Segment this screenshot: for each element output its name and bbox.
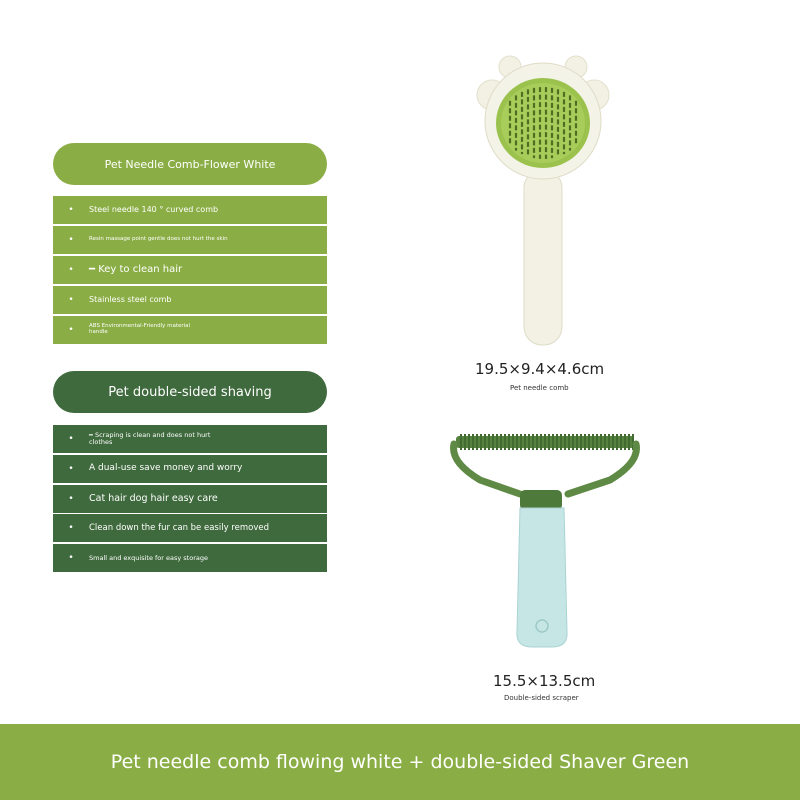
comb-section-title xyxy=(53,143,327,185)
comb-feature-text: ━ Key to clean hair xyxy=(89,263,183,275)
scraper-tooth xyxy=(524,434,526,450)
scraper-tooth xyxy=(544,434,546,450)
scraper-tooth xyxy=(484,434,486,450)
shaver-feature-item xyxy=(53,514,327,542)
comb-section-title-text: Pet Needle Comb-Flower White xyxy=(104,157,276,171)
scraper-tooth xyxy=(584,434,586,450)
scraper-tooth xyxy=(560,434,562,450)
comb-feature-text: Stainless steel comb xyxy=(89,294,172,304)
shaver-feature-text: Clean down the fur can be easily removed xyxy=(89,522,269,533)
scraper-tooth xyxy=(592,434,594,450)
scraper-tooth xyxy=(612,434,614,450)
footer-text: Pet needle comb flowing white + double-sided Shaver Green xyxy=(110,751,690,773)
scraper-tooth xyxy=(464,434,466,450)
pet-needle-comb-image xyxy=(470,55,620,350)
shaver-dimensions: 15.5×13.5cm xyxy=(493,672,596,690)
bullet-icon: • xyxy=(68,205,74,215)
comb-feature-item xyxy=(53,256,327,284)
bullet-icon: • xyxy=(68,523,74,533)
shaver-section-title xyxy=(53,371,327,413)
scraper-tooth xyxy=(572,434,574,450)
scraper-tooth xyxy=(460,434,462,450)
scraper-tooth xyxy=(548,434,550,450)
scraper-tooth xyxy=(536,434,538,450)
shaver-feature-item xyxy=(53,425,327,453)
shaver-feature-text: ━ Scraping is clean and does not hurt clothes xyxy=(89,431,211,446)
bullet-icon: • xyxy=(68,295,74,305)
comb-feature-text: ABS Environmental-Friendly material handle xyxy=(89,323,191,335)
scraper-tooth xyxy=(476,434,478,450)
scraper-tooth xyxy=(604,434,606,450)
comb-feature-text: Resin massage point gentle does not hurt the skin xyxy=(89,236,228,243)
scraper-tooth xyxy=(580,434,582,450)
comb-feature-item xyxy=(53,226,327,254)
footer-banner xyxy=(0,724,800,800)
comb-feature-item xyxy=(53,316,327,344)
scraper-tooth xyxy=(540,434,542,450)
bullet-icon: • xyxy=(68,553,74,563)
shaver-feature-text: Small and exquisite for easy storage xyxy=(89,553,208,562)
scraper-tooth xyxy=(620,434,622,450)
scraper-tooth xyxy=(600,434,602,450)
comb-dimensions: 19.5×9.4×4.6cm xyxy=(475,360,605,378)
scraper-tooth xyxy=(628,434,630,450)
scraper-tooth xyxy=(528,434,530,450)
scraper-tooth xyxy=(532,434,534,450)
scraper-tooth xyxy=(472,434,474,450)
scraper-tooth xyxy=(496,434,498,450)
scraper-tooth xyxy=(564,434,566,450)
scraper-tooth xyxy=(588,434,590,450)
bullet-icon: • xyxy=(68,434,74,444)
shaver-feature-item xyxy=(53,485,327,513)
scraper-tooth xyxy=(488,434,490,450)
scraper-tooth xyxy=(492,434,494,450)
scraper-tooth xyxy=(552,434,554,450)
bullet-icon: • xyxy=(68,235,74,245)
comb-feature-item xyxy=(53,286,327,314)
scraper-tooth xyxy=(516,434,518,450)
scraper-tooth xyxy=(504,434,506,450)
scraper-tooth xyxy=(568,434,570,450)
scraper-tooth xyxy=(480,434,482,450)
shaver-feature-text: Cat hair dog hair easy care xyxy=(89,493,218,505)
bullet-icon: • xyxy=(68,494,74,504)
comb-feature-item xyxy=(53,196,327,224)
bullet-icon: • xyxy=(68,325,74,335)
bullet-icon: • xyxy=(68,265,74,275)
scraper-tooth xyxy=(508,434,510,450)
shaver-section-title-text: Pet double-sided shaving xyxy=(108,384,272,400)
scraper-tooth xyxy=(556,434,558,450)
scraper-tooth xyxy=(468,434,470,450)
scraper-tooth xyxy=(576,434,578,450)
scraper-tooth xyxy=(616,434,618,450)
double-sided-scraper-image xyxy=(440,432,650,657)
shaver-caption: Double-sided scraper xyxy=(504,694,579,702)
shaver-feature-text: A dual-use save money and worry xyxy=(89,463,243,474)
scraper-tooth xyxy=(512,434,514,450)
scraper-tooth xyxy=(596,434,598,450)
bullet-icon: • xyxy=(68,464,74,474)
scraper-tooth xyxy=(624,434,626,450)
scraper-tooth xyxy=(520,434,522,450)
scraper-tooth xyxy=(500,434,502,450)
comb-caption: Pet needle comb xyxy=(510,384,569,392)
shaver-feature-item xyxy=(53,544,327,572)
shaver-feature-item xyxy=(53,455,327,483)
scraper-tooth xyxy=(608,434,610,450)
comb-feature-text: Steel needle 140 ° curved comb xyxy=(89,204,219,214)
